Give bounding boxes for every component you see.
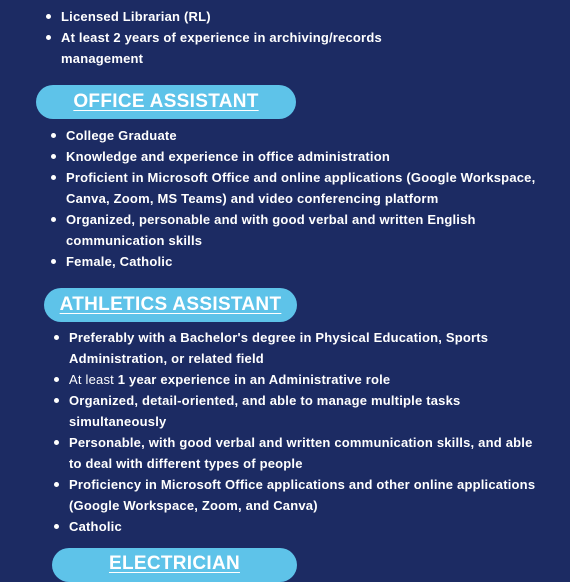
list-item: Female, Catholic <box>49 251 539 272</box>
list-item: Organized, personable and with good verbal and written English communication skills <box>49 209 486 251</box>
list-item: College Graduate <box>49 125 539 146</box>
librarian-requirements <box>44 6 404 69</box>
list-item: Proficient in Microsoft Office and online applications (Google Workspace, Canva, Zoom, MS Teams) and video conferencing platform <box>49 167 539 209</box>
office-assistant-requirements <box>49 125 539 272</box>
list-item: Catholic <box>52 516 547 537</box>
list-item: At least 2 years of experience in archiving/records management <box>44 27 404 69</box>
list-item: Licensed Librarian (RL) <box>44 6 404 27</box>
section-header-office-assistant <box>36 85 296 119</box>
section-title: OFFICE ASSISTANT <box>73 91 259 112</box>
list-item: Knowledge and experience in office administration <box>49 146 539 167</box>
section-header-electrician <box>52 548 297 582</box>
list-item: Proficiency in Microsoft Office applications and other online applications (Google Workspace, Zoom, and Canva) <box>52 474 547 516</box>
athletics-assistant-requirements <box>52 327 547 537</box>
section-title: ELECTRICIAN <box>108 553 241 574</box>
section-title: ATHLETICS ASSISTANT <box>59 294 282 315</box>
list-item: Preferably with a Bachelor's degree in Physical Education, Sports Administration, or related field <box>52 327 547 369</box>
list-item <box>52 369 547 390</box>
item-text: 1 year experience in an Administrative role <box>113 372 391 387</box>
list-item: Personable, with good verbal and written communication skills, and able to deal with different types of people <box>52 432 547 474</box>
list-item: Organized, detail-oriented, and able to manage multiple tasks simultaneously <box>52 390 499 432</box>
section-header-athletics-assistant <box>44 288 297 322</box>
item-prefix: At least <box>69 372 114 387</box>
